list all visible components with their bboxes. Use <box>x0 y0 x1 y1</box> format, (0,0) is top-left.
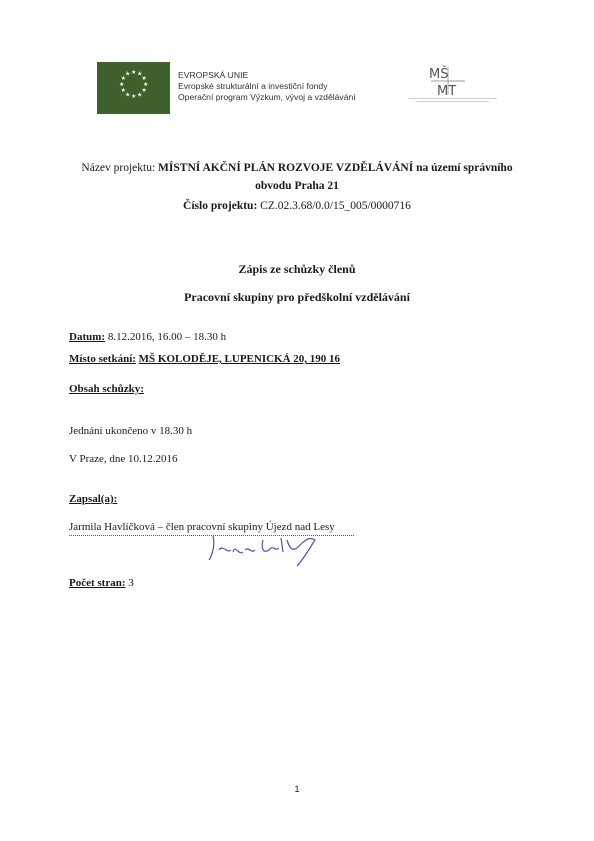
msmt-logo-text-bottom: MT <box>437 84 457 98</box>
project-name-value: MÍSTNÍ AKČNÍ PLÁN ROZVOJE VZDĚLÁVÁNÍ <box>158 162 414 174</box>
svg-text:★: ★ <box>125 91 131 99</box>
eu-funds: Evropské strukturální a investiční fondy <box>178 81 328 91</box>
recorded-heading <box>69 493 117 505</box>
content-label: Obsah schůzky: <box>69 383 144 395</box>
eu-stars-icon <box>97 62 170 114</box>
svg-text:★: ★ <box>143 81 149 88</box>
svg-text:★: ★ <box>131 93 137 100</box>
page-count-value: 3 <box>128 577 134 589</box>
recorder-name: Jarmila Havlíčková – člen pracovní skupiny Újezd nad Lesy <box>69 521 335 533</box>
svg-text:★: ★ <box>119 81 125 88</box>
svg-text:★: ★ <box>120 87 126 94</box>
handwritten-signature <box>205 530 335 570</box>
svg-text:★: ★ <box>131 69 137 76</box>
svg-text:★: ★ <box>120 75 126 82</box>
page-count-label: Počet stran: <box>69 577 126 589</box>
document-title: Zápis ze schůzky členů <box>238 262 356 276</box>
page-number: 1 <box>294 784 300 794</box>
project-name-line2: obvodu Praha 21 <box>255 180 339 192</box>
svg-text:★: ★ <box>137 91 143 99</box>
msmt-logo <box>428 64 468 98</box>
eu-program: Operační program Výzkum, vývoj a vzdělávání <box>178 92 356 102</box>
date-value: 8.12.2016, 16.00 – 18.30 h <box>107 331 227 343</box>
msmt-ministry-text <box>403 98 503 102</box>
project-number-label: Číslo projektu: <box>183 200 258 212</box>
project-name-rest: na území správního <box>416 162 513 174</box>
msmt-logo-text-top: MŠ <box>429 67 449 82</box>
document-subtitle: Pracovní skupiny pro předškolní vzdělávání <box>184 290 410 304</box>
eu-program-text <box>178 70 356 103</box>
content-heading <box>69 383 144 395</box>
svg-text:★: ★ <box>141 87 147 94</box>
eu-flag-logo <box>97 62 170 114</box>
place-value: MŠ KOLODĚJE, LUPENICKÁ 20, 190 16 <box>138 353 341 365</box>
recorded-label: Zapsal(a): <box>69 493 118 505</box>
project-name-line <box>0 162 594 174</box>
project-name-label: Název projektu: <box>81 162 156 174</box>
place-label: Místo setkání: <box>69 353 136 365</box>
page-count-row <box>69 577 134 589</box>
place-and-date: V Praze, dne 10.12.2016 <box>69 453 178 465</box>
eu-title: EVROPSKÁ UNIE <box>178 70 249 80</box>
svg-text:★: ★ <box>125 70 131 78</box>
meeting-ended: Jednání ukončeno v 18.30 h <box>69 425 193 437</box>
date-row <box>69 331 226 343</box>
svg-text:★: ★ <box>137 70 143 78</box>
project-number-value: CZ.02.3.68/0.0/15_005/0000716 <box>260 200 411 212</box>
date-label: Datum: <box>69 331 106 343</box>
place-row <box>69 353 340 365</box>
project-number-line <box>0 200 594 212</box>
svg-text:★: ★ <box>141 75 147 82</box>
